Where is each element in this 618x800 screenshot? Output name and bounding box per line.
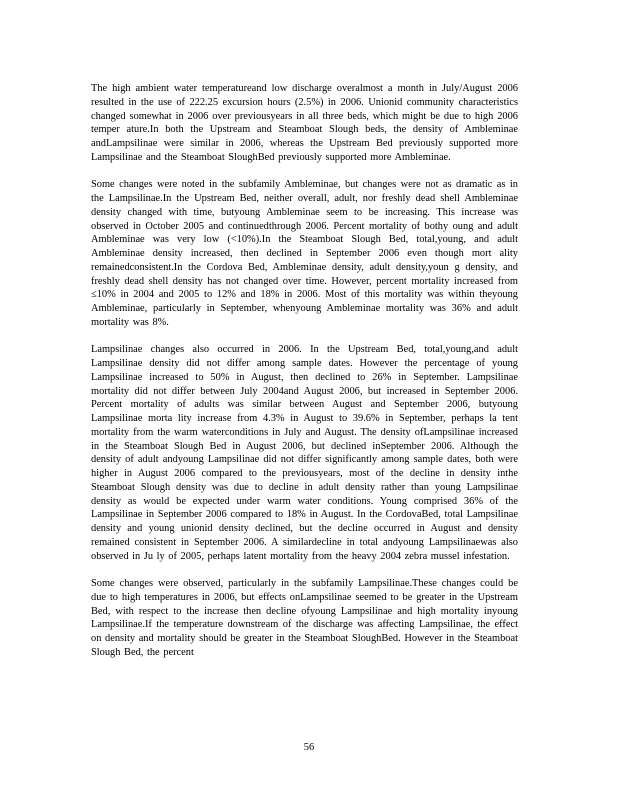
paragraph-1: The high ambient water temperatureand low discharge overalmost a month in July/August 2006 resulted in the use of 222.25 excursion hours (2.5%) in 2006. Unionid community characteristics changed somewhat in 2006 over previousyears in all three beds, which might be due to high 2006 temper ature.In both the Upstream and Steamboat Slough beds, the density of Ambleminae andLampsilinae were similar in 2006, whereas the Upstream Bed previously supported more Lampsilinae and the Steamboat SloughBed previously supported more Ambleminae. [91, 83, 518, 163]
page-number: 56 [303, 742, 315, 753]
body-text [91, 82, 518, 673]
paragraph-2: Some changes were noted in the subfamily Ambleminae, but changes were not as dramatic as in the Lampsilinae.In the Upstream Bed, neither overall, adult, nor freshly dead shell Ambleminae density changed with time, butyoung Ambleminae seem to be increasing. This increase was observed in October 2005 and continuedthrough 2006. Percent mortality of bothy oung and adult Ambleminae was very low (<10%).In the Steamboat Slough Bed, total,young, and adult Ambleminae density increased, then declined in September 2006 even though mort ality remainedconsistent.In the Cordova Bed, Ambleminae density, adult density,youn g density, and freshly dead shell density has not changed over time. However, percent mortality increased from ≤10% in 2004 and 2005 to 12% and 18% in 2006. Most of this mortality was within theyoung Ambleminae, particularly in September, whenyoung Ambleminae mortality was 36% and adult mortality was 8%. [91, 179, 518, 328]
paragraph-4: Some changes were observed, particularly in the subfamily Lampsilinae.These changes could be due to high temperatures in 2006, but effects onLampsilinae seemed to be greater in the Upstream Bed, with respect to the increase then decline ofyoung Lampsilinae and high mortality inyoung Lampsilinae.If the temperature downstream of the discharge was affecting Lampsilinae, the effect on density and mortality should be greater in the Steamboat SloughBed. However in the Steamboat Slough Bed, the percent [91, 578, 518, 658]
paragraph-3: Lampsilinae changes also occurred in 2006. In the Upstream Bed, total,young,and adult Lampsilinae density did not differ among sample dates. However the percentage of young Lampsilinae increased to 50% in August, then declined to 26% in September. Lampsilinae mortality did not differ between July 2004and August 2006, but increased in September 2006. Percent mortality of adults was similar between August and September 2006, butyoung Lampsilinae morta lity increase from 4.3% in August to 39.6% in September, perhaps la tent mortality from the warm waterconditions in July and August. The density ofLampsilinae increased in the Steamboat Slough Bed in August 2006, but declined inSeptember 2006. Although the density of adult andyoung Lampsilinae did not differ significantly among sample dates, both were higher in August 2006 compared to the previousyears, most of the decline in density inthe Steamboat Slough density was due to decline in adult density rather than young Lampsilinae density as would be expected under warm water conditions. Young comprised 36% of the Lampsilinae in September 2006 compared to 18% in August. In the CordovaBed, total Lampsilinae density and young unionid density declined, but the decline occurred in August and density remained consistent in September 2006. A similardecline in total andyoung Lampsilinaewas also observed in Ju ly of 2005, perhaps latent mortality from the heavy 2004 zebra mussel infestation. [91, 344, 518, 562]
